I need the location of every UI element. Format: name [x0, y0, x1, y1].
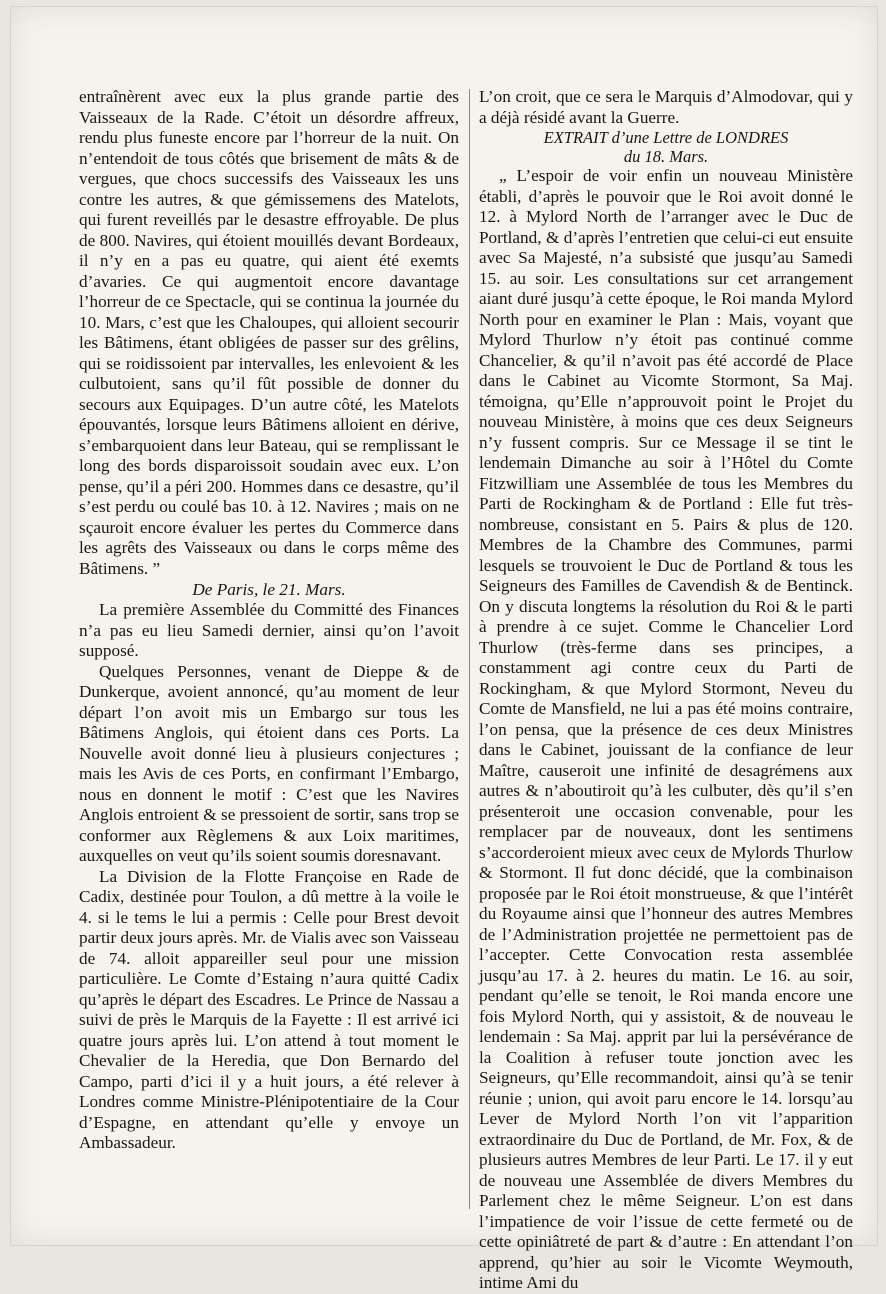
left-paragraph-4: La Division de la Flotte Françoise en Rade de Cadix, destinée pour Toulon, a dû mettre à la voile le 4. si le tems le lui a permis : Celle pour Brest devoit partir deux jours après. Mr. de Vialis avec son Vaisseau de 74. alloit appareiller seul pour une mission particulière. Le Comte d’Estaing n’aura quitté Cadix qu’après le départ des Escadres. Le Prince de Nassau a suivi de près le Marquis de la Fayette : Il est arrivé ici quatre jours après lui. L’on attend à tout moment le Chevalier de la Heredia, que Don Bernardo del Campo, parti d’ici il y a huit jours, a été relever à Londres comme Ministre-Plénipotentiaire de la Cour d’Espagne, en attendant qu’elle y envoye un Ambassadeur.: [79, 866, 459, 1152]
right-paragraph-2: „ L’espoir de voir enfin un nouveau Ministère établi, d’après le pouvoir que le Roi avoit donné le 12. à Mylord North de l’arranger avec le Duc de Portland, & d’après l’entretien que celui-ci eut ensuite avec Sa Majesté, n’a subsisté que jusqu’au Samedi 15. au soir. Les consultations sur cet arrangement aiant duré jusqu’à cette époque, le Roi manda Mylord North pour en examiner le Plan : Mais, voyant que Mylord Thurlow n’y étoit pas continué comme Chancelier, & qu’il n’avoit pas été accordé de Place dans le Cabinet au Vicomte Stormont, Sa Maj. témoigna, qu’Elle n’approuvoit point le Projet du nouveau Ministère, à moins que ces deux Seigneurs n’y fussent compris. Sur ce Message il se tint le lendemain Dimanche au soir à l’Hôtel du Comte Fitzwilliam une Assemblée de tous les Membres du Parti de Rockingham & de Portland : Elle fut très-nombreuse, consistant en 5. Pairs & plus de 120. Membres de la Chambre des Communes, parmi lesquels se trouvoient le Duc de Portland & tous les Seigneurs des Familles de Cavendish & de Bentinck. On y discuta longtems la résolution du Roi & le parti à prendre à ce sujet. Comme le Chancelier Lord Thurlow (très-ferme dans ses principes, a constamment agi contre ceux du Parti de Rockingham, & que Mylord Stormont, Neveu du Comte de Mansfield, ne lui a pas été moins contraire, l’on pensa, que la présence de ces deux Ministres dans le Cabinet, jouissant de la confiance de leur Maître, causeroit une infinité de desagrémens aux autres & n’aboutiroit qu’à les culbuter, dès qu’il s’en présenteroit une occasion convenable, pour les remplacer par de nouveaux, dont les sentimens s’accorderoient mieux avec ceux de Mylords Thurlow & Stormont. Il fut donc décidé, que la combinaison proposée par le Roi étoit monstrueuse, & que l’intérêt du Royaume ainsi que l’honneur des autres Membres de l’Administration projettée ne permettoient pas de l’accepter. Cette Convocation resta assemblée jusqu’au 17. à 2. heures du matin. Le 16. au soir, pendant qu’elle se tenoit, le Roi manda encore une fois Mylord North, qui y assistoit, & de nouveau le lendemain : Sa Maj. apprit par lui la persévérance de la Coalition à refuser toute jonction avec les Seigneurs, qu’Elle recommandoit, ainsi qu’à se tenir réunie ; union, qui avoit paru encore le 14. lorsqu’au Lever de Mylord North l’on vit l’apparition extraordinaire du Duc de Portland, de Mr. Fox, & de plusieurs autres Membres de leur Parti. Le 17. il y eut de nouveau une Assemblée de divers Membres du Parlement chez le même Seigneur. L’on est dans l’impatience de voir l’issue de cette fermeté ou de cette opiniâtreté de part & d’autre : En attendant l’on apprend, qu’hier au soir le Vicomte Weymouth, intime Ami du: [479, 166, 853, 1292]
right-paragraph-1: L’on croit, que ce sera le Marquis d’Almodovar, qui y a déjà résidé avant la Guerre.: [479, 87, 853, 127]
left-paragraph-1: entraînèrent avec eux la plus grande partie des Vaisseaux de la Rade. C’étoit un désordre affreux, rendu plus funeste encore par l’horreur de la nuit. On n’entendoit de tous côtés que brisement de mâts & de vergues, que chocs successifs des Vaisseaux les uns contre les autres, & que gémissemens des Matelots, qui furent reveillés par le desastre effroyable. De plus de 800. Navires, qui étoient mouillés devant Bordeaux, il n’y en a pas eu quatre, qui aient été exemts d’avaries. Ce qui augmentoit encore davantage l’horreur de ce Spectacle, qui se continua la journée du 10. Mars, c’est que les Chaloupes, qui alloient secourir les Bâtimens, étant obligées de passer sur des grêlins, qui se roidissoient par intervalles, les enlevoient & les culbutoient, sans qu’il fût possible de donner du secours aux Equipages. D’un autre côté, les Matelots épouvantés, lorsque leurs Bâtimens alloient en dérive, s’embarquoient dans leur Bateau, qui se remplissant le long des bords disparoissoit soudain avec eux. L’on pense, qu’il a péri 200. Hommes dans ce desastre, qu’il s’est perdu ou coulé bas 10. à 12. Navires ; mais on ne sçauroit encore évaluer les pertes du Commerce dans les agrêts des Vaisseaux ou dans le corps même des Bâtimens. ”: [79, 87, 459, 578]
dateline-heading: De Paris, le 21. Mars.: [192, 580, 346, 599]
column-divider: [469, 89, 470, 1209]
extrait-heading: EXTRAIT d’une Lettre de LONDRES: [543, 128, 789, 147]
left-paragraph-3: Quelques Personnes, venant de Dieppe & de Dunkerque, avoient annoncé, qu’au moment de leur départ l’on avoit mis un Embargo sur tous les Bâtimens Anglois, qui étoient dans ces Ports. La Nouvelle avoit donné lieu à plusieurs conjectures ; mais les Avis de ces Ports, en confirmant l’Embargo, nous en donnent le motif : C’est que les Navires Anglois entroient & se pressoient de sortir, sans trop se conformer aux Règlemens & aux Loix maritimes, auxquelles on veut qu’ils soient soumis doresnavant.: [79, 661, 459, 865]
left-column: [79, 87, 459, 1154]
left-paragraph-2: La première Assemblée du Committé des Finances n’a pas eu lieu Samedi dernier, ainsi qu’on l’avoit supposé.: [79, 600, 459, 660]
extrait-date: du 18. Mars.: [623, 147, 709, 166]
newspaper-page: [10, 6, 878, 1292]
right-column: [479, 87, 853, 1294]
